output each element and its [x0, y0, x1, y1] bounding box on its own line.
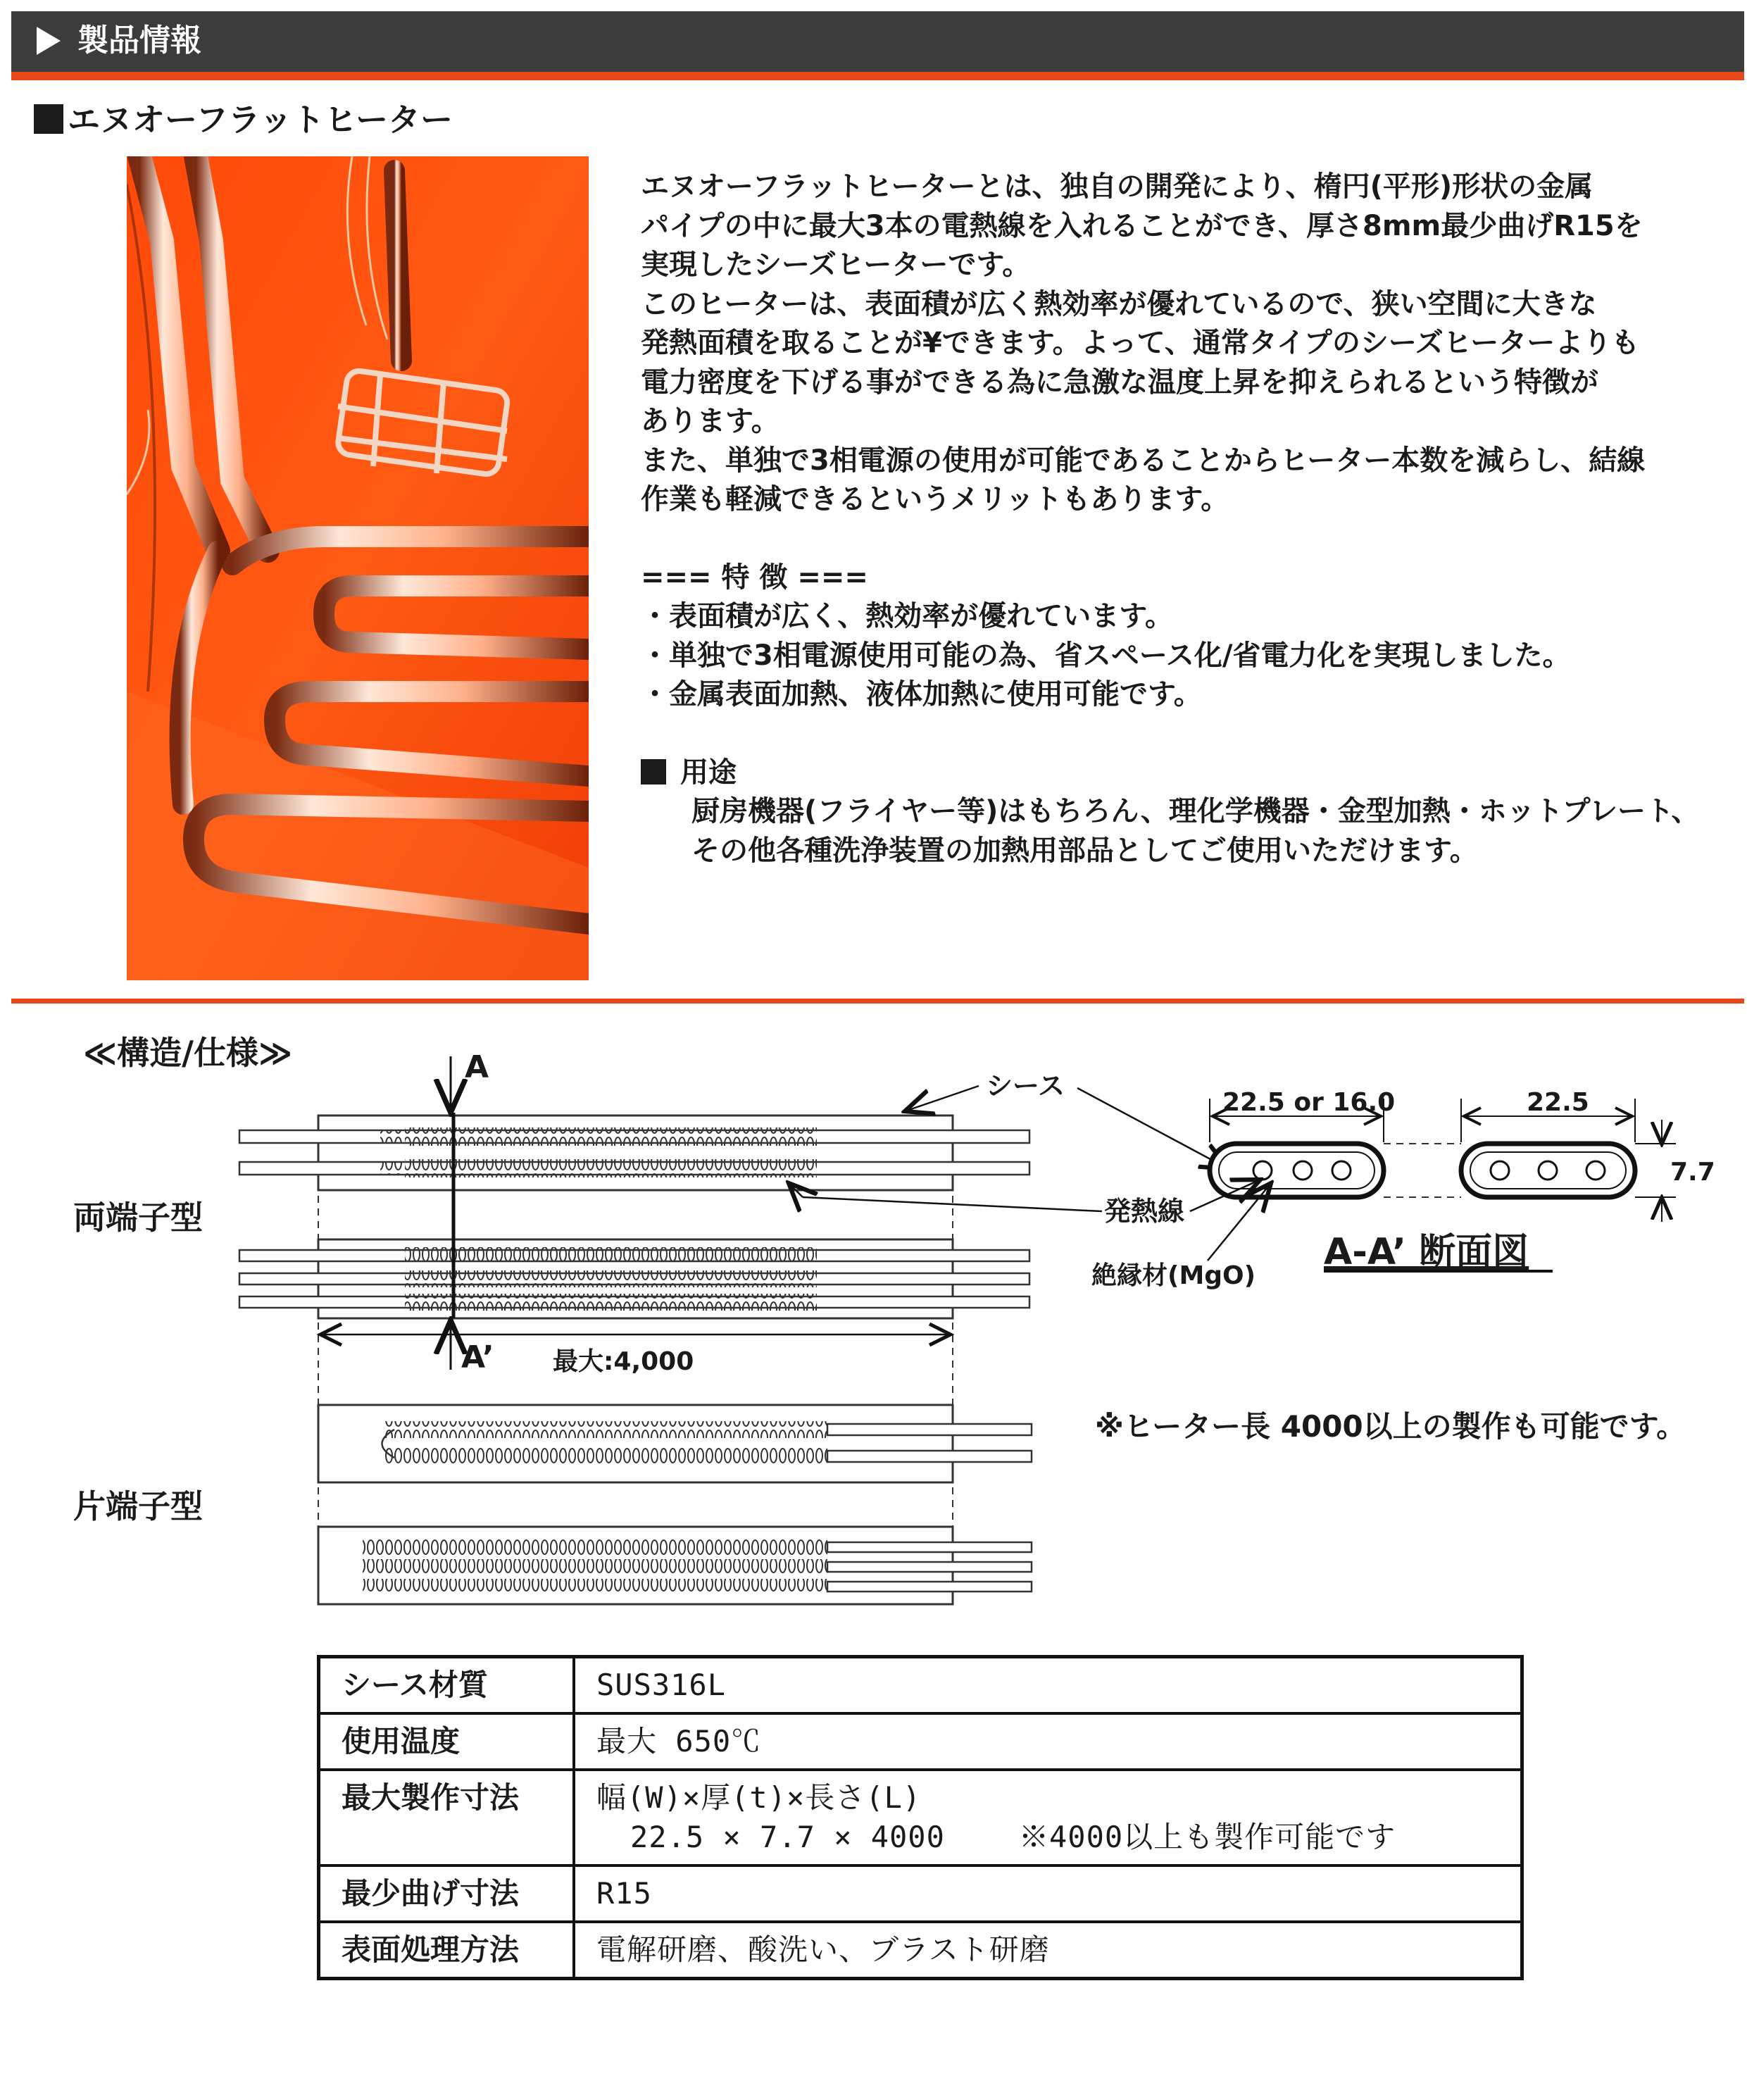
table-row: [319, 1770, 1522, 1865]
square-bullet-icon: [34, 104, 63, 134]
length-note: ※ヒーター長 4000以上の製作も可能です。: [1095, 1409, 1686, 1444]
usage-heading-label: 用途: [680, 756, 737, 789]
section-label-a: A: [465, 1049, 489, 1085]
cross-section-diagram: [1210, 1088, 1715, 1222]
sheath-label: シース: [986, 1070, 1065, 1101]
features-heading: === 特 徴 ===: [641, 561, 868, 594]
structure-diagram: [0, 1014, 1747, 1620]
description-line: エヌオーフラットヒーターとは、独自の開発により、楕円(平形)形状の金属: [641, 170, 1593, 203]
product-description: [641, 168, 1725, 870]
dim-width-1: 22.5 or 16.0: [1222, 1088, 1396, 1117]
section-divider: [11, 999, 1744, 1004]
description-line: 発熱面積を取ることが¥できます。よって、通常タイプのシーズヒーターよりも: [641, 327, 1640, 359]
single-terminal-heater-lower: [318, 1527, 1032, 1604]
description-line: また、単独で3相電源の使用が可能であることからヒーター本数を減らし、結線: [641, 444, 1646, 477]
section-header: [11, 11, 1744, 80]
table-row: [319, 1713, 1522, 1770]
spec-value-line: 電解研磨、酸洗い、ブラスト研磨: [596, 1932, 1050, 1967]
description-line: あります。: [641, 405, 779, 437]
spec-value-line: 幅(W)×厚(t)×長さ(L): [596, 1780, 922, 1815]
spec-value-line: R15: [596, 1876, 652, 1911]
spec-key: 最大製作寸法: [319, 1770, 575, 1865]
spec-value: [574, 1713, 1522, 1770]
product-title: エヌオーフラットヒーター: [68, 101, 453, 139]
dim-width-2: 22.5: [1527, 1088, 1589, 1117]
spec-value: [574, 1657, 1522, 1714]
section-label-a-prime: A’: [461, 1339, 494, 1375]
max-length-label: 最大:4,000: [553, 1347, 694, 1376]
spec-value: [574, 1922, 1522, 1979]
table-row: [319, 1922, 1522, 1979]
spec-value-line: 22.5 × 7.7 × 4000 ※4000以上も製作可能です: [630, 1820, 1396, 1854]
insulation-label: 絶縁材(MgO): [1091, 1261, 1256, 1290]
feature-item: ・単独で3相電源使用可能の為、省スペース化/省電力化を実現しました。: [641, 639, 1571, 672]
type-label-double: 両端子型: [73, 1199, 203, 1237]
square-bullet-icon: [641, 759, 666, 785]
table-row: [319, 1865, 1522, 1922]
spec-value-line: 最大 650℃: [596, 1724, 762, 1758]
structure-title: ≪構造/仕様≫: [83, 1034, 293, 1072]
spec-key: 最少曲げ寸法: [319, 1865, 575, 1922]
spec-table: [317, 1655, 1524, 1980]
description-line: 作業も軽減できるというメリットもあります。: [641, 483, 1229, 515]
spec-value-line: SUS316L: [596, 1668, 727, 1702]
description-line: 電力密度を下げる事ができる為に急激な温度上昇を抑えられるという特徴が: [641, 365, 1598, 399]
spec-key: 使用温度: [319, 1713, 575, 1770]
dim-thickness: 7.7: [1670, 1158, 1715, 1187]
table-row: [319, 1657, 1522, 1714]
product-photo: [127, 156, 589, 980]
cross-section-title: A-A’ 断面図: [1324, 1231, 1529, 1273]
feature-item: ・金属表面加熱、液体加熱に使用可能です。: [641, 678, 1202, 711]
description-line: 実現したシーズヒーターです。: [641, 249, 1031, 281]
description-line: パイプの中に最大3本の電熱線を入れることができ、厚さ8mm最少曲げR15を: [641, 209, 1643, 242]
usage-line: 厨房機器(フライヤー等)はもちろん、理化学機器・金型加熱・ホットプレート、: [691, 795, 1700, 827]
single-terminal-heater-upper: [318, 1405, 1032, 1482]
spec-value: [574, 1770, 1522, 1865]
heating-wire-label: 発熱線: [1104, 1196, 1185, 1227]
type-label-single: 片端子型: [73, 1487, 203, 1525]
spec-key: シース材質: [319, 1657, 575, 1714]
play-arrow-icon: [37, 27, 61, 55]
section-title: 製品情報: [77, 23, 201, 58]
spec-key: 表面処理方法: [319, 1922, 575, 1979]
usage-line: その他各種洗浄装置の加熱用部品としてご使用いただけます。: [691, 834, 1478, 867]
usage-heading: [641, 754, 1725, 793]
spec-value: [574, 1865, 1522, 1922]
feature-item: ・表面積が広く、熱効率が優れています。: [641, 600, 1173, 632]
description-line: このヒーターは、表面積が広く熱効率が優れているので、狭い空間に大きな: [641, 287, 1597, 320]
product-heading: [34, 99, 453, 141]
double-terminal-heater-lower: [239, 1239, 1029, 1318]
double-terminal-heater-upper: [239, 1115, 1029, 1190]
